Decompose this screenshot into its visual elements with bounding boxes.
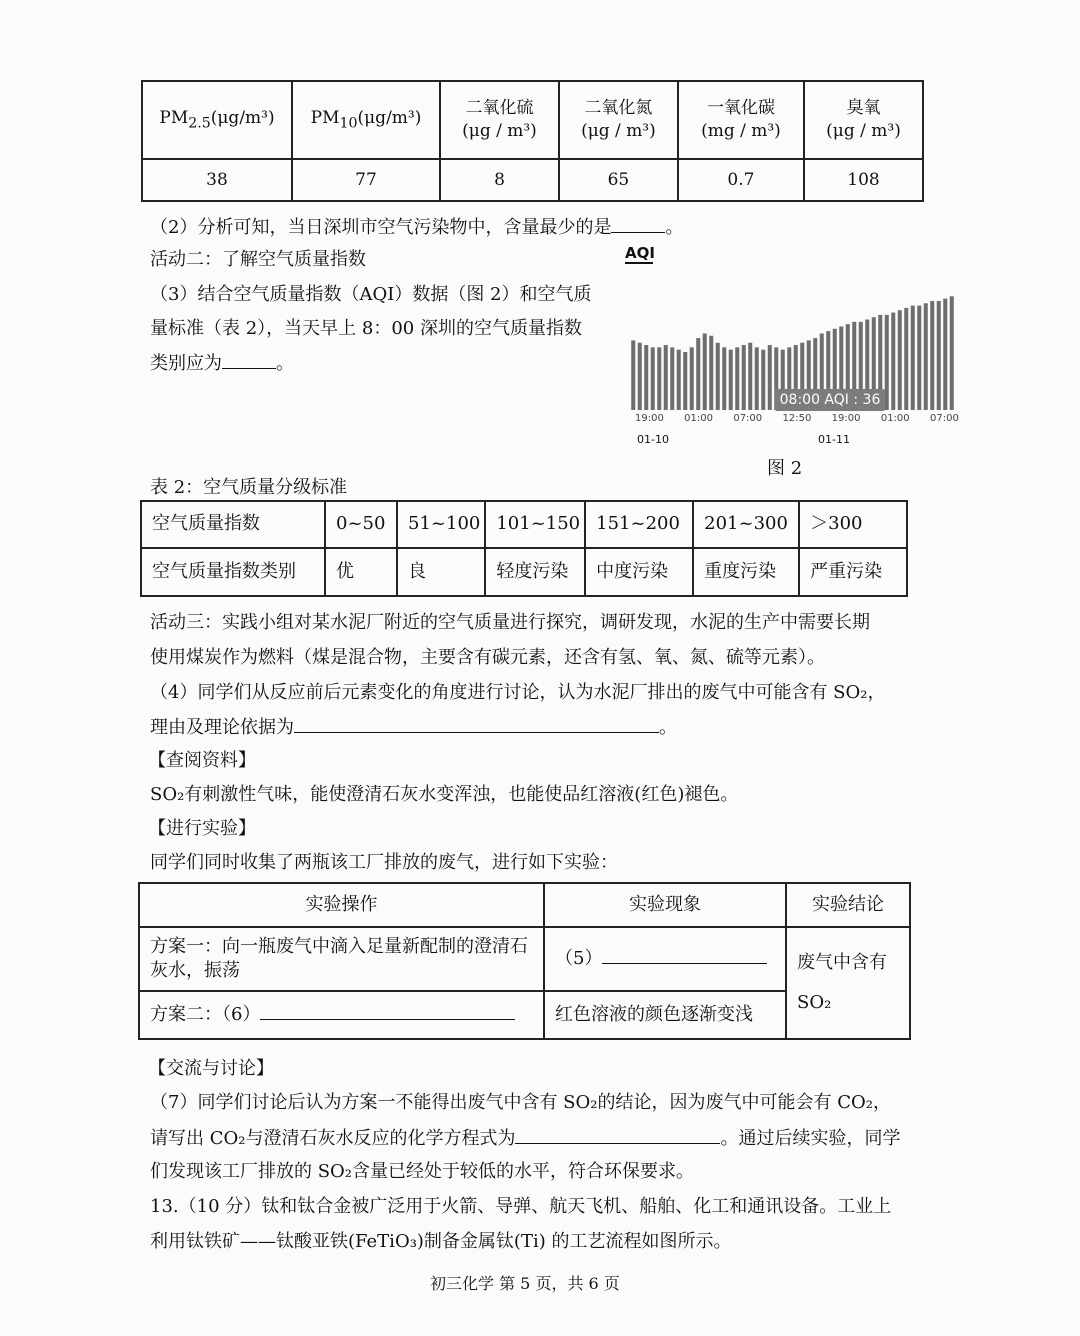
question-3-line1: （3）结合空气质量指数（AQI）数据（图 2）和空气质: [150, 284, 592, 305]
aqi-bar: [911, 306, 915, 410]
aqi-bar: [768, 345, 772, 410]
phenomenon-1: （5）: [544, 927, 786, 991]
header-so2: 二氧化硫 (μg / m³): [440, 81, 559, 159]
x-tick-label: 01:00: [684, 413, 713, 424]
t2-r1-c4: 101~150: [485, 501, 585, 548]
aqi-bar: [930, 301, 934, 410]
answer-blank-3[interactable]: [222, 352, 276, 369]
answer-blank-6[interactable]: [260, 1003, 515, 1020]
conclusion-cell: 废气中含有 SO₂: [786, 927, 910, 1039]
aqi-bar: [943, 299, 947, 410]
reference-text: SO₂有刺激性气味，能使澄清石灰水变浑浊，也能使品红溶液(红色)褪色。: [150, 784, 739, 805]
t3-header-operation: 实验操作: [139, 883, 544, 927]
table2-caption: 表 2：空气质量分级标准: [150, 477, 348, 498]
aqi-bar: [885, 315, 889, 410]
t2-r2-c7: 严重污染: [799, 548, 907, 596]
question-4-line1: （4）同学们从反应前后元素变化的角度进行讨论，认为水泥厂排出的废气中可能含有 SO₂，: [150, 682, 886, 703]
phenomenon-2: 红色溶液的颜色逐渐变浅: [544, 991, 786, 1039]
header-no2: 二氧化氮 (μg / m³): [559, 81, 678, 159]
question-7-line3: 们发现该工厂排放的 SO₂含量已经处于较低的水平，符合环保要求。: [150, 1161, 695, 1182]
activity-3-line1: 活动三：实践小组对某水泥厂附近的空气质量进行探究，调研发现，水泥的生产中需要长期: [150, 612, 870, 633]
aqi-bar: [748, 343, 752, 410]
figure-caption: 图 2: [767, 458, 803, 479]
aqi-bar: [729, 350, 733, 410]
reference-heading: 【查阅资料】: [148, 750, 256, 771]
chart-date-1: 01-10: [637, 433, 669, 446]
aqi-bar: [677, 350, 681, 410]
value-so2: 8: [440, 159, 559, 201]
header-pm10: $PM_{10}(\mu g/m^3)$: [292, 81, 440, 159]
answer-blank-2[interactable]: [611, 216, 665, 233]
plan-2: 方案二：（6）: [139, 991, 544, 1039]
aqi-bar: [722, 347, 726, 410]
aqi-bar: [937, 301, 941, 410]
question-13-line1: 13.（10 分）钛和钛合金被广泛用于火箭、导弹、航天飞机、船舶、化工和通讯设备。工业上: [150, 1196, 892, 1217]
x-tick-label: 19:00: [831, 413, 861, 424]
t2-r1-c2: 0~50: [325, 501, 397, 548]
aqi-bar: [917, 306, 921, 410]
t2-r2-c3: 良: [397, 548, 485, 596]
t2-r1-c3: 51~100: [397, 501, 485, 548]
aqi-bar: [709, 336, 713, 410]
t2-r1-c5: 151~200: [585, 501, 693, 548]
aqi-bar: [664, 345, 668, 410]
aqi-bar: [696, 338, 700, 410]
aqi-bar: [683, 352, 687, 410]
experiment-table: [138, 882, 911, 1040]
x-tick-label: 07:00: [733, 413, 763, 424]
header-co: 一氧化碳 (mg / m³): [678, 81, 804, 159]
t2-r2-c6: 重度污染: [693, 548, 799, 596]
aqi-bar: [924, 303, 928, 410]
x-tick-label: 07:00: [930, 413, 959, 424]
aqi-bar: [904, 308, 908, 410]
chart-date-2: 01-11: [818, 433, 850, 446]
chart-ylabel: AQI: [625, 244, 655, 262]
t2-r1-c6: 201~300: [693, 501, 799, 548]
value-co: 0.7: [678, 159, 804, 201]
t2-r1-c7: ＞300: [799, 501, 907, 548]
ylabel-underline: [625, 262, 653, 264]
aqi-bar: [735, 347, 739, 410]
value-o3: 108: [804, 159, 923, 201]
aqi-bar: [703, 333, 707, 410]
x-tick-label: 01:00: [880, 413, 910, 424]
aqi-bar: [644, 345, 648, 410]
pollutant-table: [141, 80, 924, 202]
answer-blank-5[interactable]: [602, 947, 767, 964]
question-7-line1: （7）同学们讨论后认为方案一不能得出废气中含有 SO₂的结论，因为废气中可能会有 CO₂，: [150, 1092, 891, 1113]
plan-1: 方案一：向一瓶废气中滴入足量新配制的澄清石灰水，振荡: [139, 927, 544, 991]
experiment-heading: 【进行实验】: [148, 818, 256, 839]
aqi-bar: [742, 345, 746, 410]
chart-x-ticks: [630, 413, 959, 429]
aqi-standard-table: [140, 500, 908, 597]
question-2: （2）分析可知，当日深圳市空气污染物中，含量最少的是 。: [150, 217, 684, 238]
aqi-bar: [891, 313, 895, 410]
t2-r1-c1: 空气质量指数: [141, 501, 325, 548]
aqi-bar: [716, 343, 720, 410]
t2-r2-c1: 空气质量指数类别: [141, 548, 325, 596]
question-13-line2: 利用钛铁矿——钛酸亚铁(FeTiO₃)制备金属钛(Ti) 的工艺流程如图所示。: [150, 1231, 732, 1252]
aqi-bar: [950, 296, 954, 410]
t3-header-conclusion: 实验结论: [786, 883, 910, 927]
aqi-bar: [755, 347, 759, 410]
value-pm25: 38: [142, 159, 292, 201]
x-tick-label: 12:50: [782, 413, 812, 424]
page-footer: 初三化学 第 5 页，共 6 页: [430, 1274, 620, 1293]
aqi-bar: [638, 343, 642, 410]
aqi-bar: [690, 347, 694, 410]
aqi-bar: [670, 347, 674, 410]
activity-2-heading: 活动二：了解空气质量指数: [150, 249, 366, 270]
t2-r2-c2: 优: [325, 548, 397, 596]
question-3-line2: 量标准（表 2），当天早上 8：00 深圳的空气质量指数: [150, 318, 582, 339]
activity-3-line2: 使用煤炭作为燃料（煤是混合物，主要含有碳元素，还含有氢、氧、氮、硫等元素）。: [150, 647, 825, 668]
t3-header-phenomenon: 实验现象: [544, 883, 786, 927]
aqi-bar: [631, 340, 635, 410]
discussion-heading: 【交流与讨论】: [148, 1058, 274, 1079]
question-3-line3: 类别应为 。: [150, 353, 294, 374]
x-tick-label: 19:00: [635, 413, 664, 424]
header-pm25: $PM_{2.5}(\mu g/m^3)$: [142, 81, 292, 159]
answer-blank-7[interactable]: [515, 1127, 720, 1144]
aqi-bar: [651, 347, 655, 410]
t2-r2-c5: 中度污染: [585, 548, 693, 596]
answer-blank-4[interactable]: [294, 716, 659, 733]
value-pm10: 77: [292, 159, 440, 201]
t2-r2-c4: 轻度污染: [485, 548, 585, 596]
header-o3: 臭氧 (μg / m³): [804, 81, 923, 159]
value-no2: 65: [559, 159, 678, 201]
experiment-intro: 同学们同时收集了两瓶该工厂排放的废气，进行如下实验：: [150, 852, 618, 873]
aqi-bar: [761, 350, 765, 410]
aqi-tooltip: 08:00 AQI : 36: [775, 389, 885, 411]
aqi-bar: [898, 310, 902, 410]
question-4-line2: 理由及理论依据为 。: [150, 717, 677, 738]
question-7-line2: 请写出 CO₂与澄清石灰水反应的化学方程式为 。通过后续实验，同学: [150, 1128, 901, 1149]
aqi-bar: [657, 347, 661, 410]
